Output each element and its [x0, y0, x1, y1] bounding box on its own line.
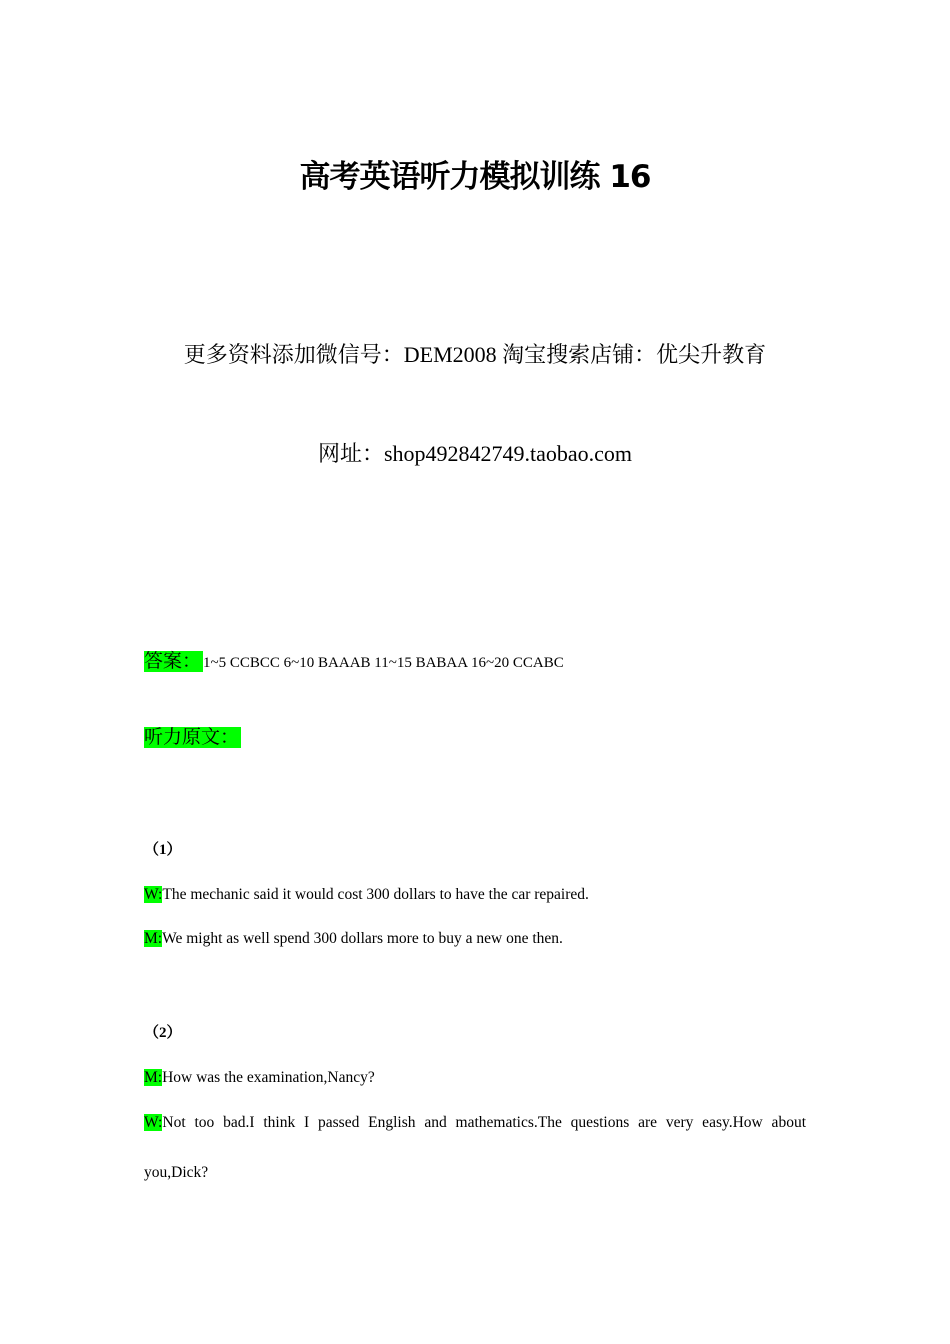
section-number: （1） — [144, 842, 182, 858]
answer-key — [144, 649, 564, 676]
transcript-heading-label: 听力原文： — [144, 727, 240, 748]
dialogue-line-continuation: you,Dick? — [144, 1164, 209, 1181]
transcript-heading — [144, 724, 241, 752]
website-url-line: 网址：shop492842749.taobao.com — [317, 441, 633, 466]
dialogue-line — [144, 1066, 806, 1090]
dialogue-line — [144, 927, 806, 951]
speaker-label: M: — [144, 930, 163, 947]
section-number: （2） — [144, 1025, 182, 1041]
answer-text: 1~5 CCBCC 6~10 BAAAB 11~15 BABAA 16~20 CCABC — [203, 655, 564, 671]
speaker-label: W: — [144, 1114, 163, 1131]
dialogue-line — [144, 883, 806, 907]
dialogue-line — [144, 1111, 806, 1135]
answer-label: 答案： — [144, 651, 202, 672]
dialogue-text: Not too bad.I think I passed English and mathematics.The questions are very easy.How about — [162, 1114, 806, 1131]
dialogue-text: We might as well spend 300 dollars more to buy a new one then. — [162, 930, 563, 947]
speaker-label: M: — [144, 1069, 163, 1086]
page-title: 高考英语听力模拟训练 16 — [299, 159, 651, 195]
speaker-label: W: — [144, 886, 163, 903]
dialogue-text: The mechanic said it would cost 300 dollars to have the car repaired. — [162, 886, 589, 903]
wechat-promo-line: 更多资料添加微信号：DEM2008 淘宝搜索店铺：优尖升教育 — [183, 342, 767, 367]
dialogue-text: How was the examination,Nancy? — [162, 1069, 375, 1086]
